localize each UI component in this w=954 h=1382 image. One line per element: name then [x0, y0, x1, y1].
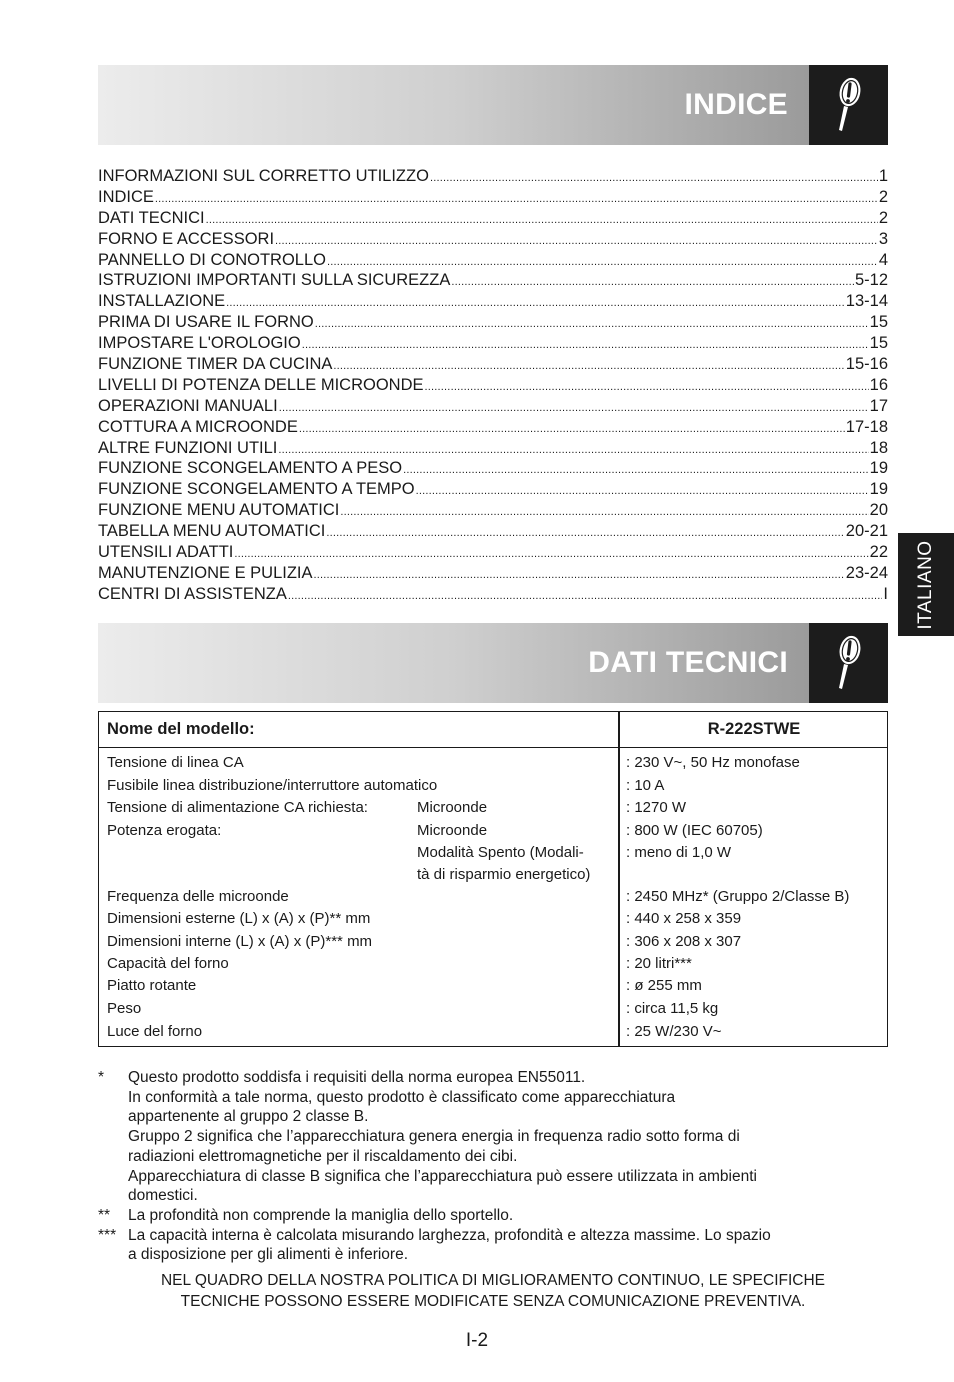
toc-entry-title: FUNZIONE MENU AUTOMATICI — [98, 501, 340, 520]
spec-label: Peso — [107, 1000, 142, 1017]
toc-entry — [98, 417, 888, 438]
toc-entry-title: FUNZIONE TIMER DA CUCINA — [98, 355, 333, 374]
toc-entry — [98, 270, 888, 291]
spec-label: Luce del forno — [107, 1023, 203, 1040]
page-number: I-2 — [465, 1330, 489, 1351]
toc-entry-title: LIVELLI DI POTENZA DELLE MICROONDE — [98, 375, 424, 394]
spec-value: : 10 A — [626, 777, 665, 794]
spec-label: Tensione di alimentazione CA richiesta: — [107, 799, 368, 816]
toc-entry-title: INDICE — [98, 187, 154, 206]
info-magnifier-icon — [829, 73, 869, 137]
toc-entry-title: FUNZIONE SCONGELAMENTO A PESO — [98, 459, 403, 478]
toc-entry-page: 16 — [869, 375, 888, 394]
spec-sublabel: Microonde — [417, 822, 488, 839]
toc-entry-page: 3 — [878, 229, 888, 248]
footnote — [98, 1226, 888, 1265]
spec-value: : 800 W (IEC 60705) — [626, 822, 763, 839]
toc-entry-page: 13-14 — [845, 292, 888, 311]
footnote-line: appartenente al gruppo 2 classe B. — [128, 1108, 369, 1126]
toc-dot-leader — [326, 523, 844, 544]
toc-dot-leader — [403, 460, 869, 481]
toc-dot-leader — [340, 502, 868, 523]
toc-dot-leader — [279, 398, 869, 419]
policy-line: TECNICHE POSSONO ESSERE MODIFICATE SENZA COMUNICAZIONE PREVENTIVA. — [180, 1292, 806, 1310]
policy-line: NEL QUADRO DELLA NOSTRA POLITICA DI MIGLIORAMENTO CONTINUO, LE SPECIFICHE — [160, 1272, 826, 1289]
spec-value: : 1270 W — [626, 799, 687, 816]
language-tab — [898, 533, 954, 636]
toc-entry-title: OPERAZIONI MANUALI — [98, 396, 278, 415]
toc-entry-page: 1 — [878, 167, 888, 185]
toc-entry-title: INFORMAZIONI SUL CORRETTO UTILIZZO — [98, 167, 429, 185]
spec-value: : ø 255 mm — [626, 977, 702, 994]
toc-dot-leader — [430, 168, 878, 189]
dati-tecnici-title: DATI TECNICI — [588, 646, 788, 679]
spec-label: Potenza erogata: — [107, 822, 222, 839]
toc-entry-title: MANUTENZIONE E PULIZIA — [98, 563, 313, 582]
toc-dot-leader — [234, 544, 868, 565]
policy-notice — [98, 1271, 888, 1312]
spec-value: : 306 x 208 x 307 — [626, 933, 742, 950]
toc-dot-leader — [288, 586, 883, 607]
model-name-label: Nome del modello: — [107, 720, 255, 738]
toc-entry-page: 19 — [869, 480, 888, 499]
footnote-line: Gruppo 2 significa che l’apparecchiatura genera energia in frequenza radio sotto forma di — [128, 1128, 740, 1146]
toc-entry — [98, 542, 888, 563]
toc-entry — [98, 166, 888, 187]
toc-entry-page: 2 — [878, 187, 888, 206]
toc-entry-title: FORNO E ACCESSORI — [98, 229, 275, 248]
toc-dot-leader — [333, 356, 844, 377]
toc-entry-title: ISTRUZIONI IMPORTANTI SULLA SICUREZZA — [98, 271, 451, 290]
specifications-table — [98, 711, 888, 1047]
spec-label: Piatto rotante — [107, 977, 197, 994]
toc-dot-leader — [299, 419, 845, 440]
toc-entry — [98, 563, 888, 584]
toc-entry — [98, 396, 888, 417]
spec-value: : circa 11,5 kg — [626, 1000, 719, 1017]
toc-entry-page: 17 — [869, 396, 888, 415]
info-magnifier-icon — [829, 631, 869, 695]
toc-entry-page: 23-24 — [845, 563, 888, 582]
toc-entry-page: 20 — [869, 501, 888, 520]
toc-entry — [98, 312, 888, 333]
toc-entry-page: 15 — [869, 313, 888, 332]
footnote-marker: ** — [98, 1206, 111, 1224]
toc-entry-title: PANNELLO DI CONOTROLLO — [98, 250, 326, 269]
spec-value: : 2450 MHz* (Gruppo 2/Classe B) — [626, 888, 850, 905]
toc-entry — [98, 354, 888, 375]
footnote-line: Questo prodotto soddisfa i requisiti della norma europea EN55011. — [128, 1069, 586, 1086]
toc-entry — [98, 187, 888, 208]
toc-entry-title: ALTRE FUNZIONI UTILI — [98, 438, 278, 457]
toc-entry-title: IMPOSTARE L'OROLOGIO — [98, 334, 301, 353]
footnote — [98, 1206, 888, 1226]
spec-sublabel: Modalità Spento (Modali- — [417, 844, 584, 861]
footnote-line: domestici. — [128, 1187, 198, 1205]
footnote-line: La capacità interna è calcolata misurando larghezza, profondità e altezza massime. Lo spazio — [128, 1226, 771, 1244]
table-divider — [618, 712, 620, 1046]
toc-entry-page: 15-16 — [845, 355, 888, 374]
toc-dot-leader — [278, 440, 868, 461]
toc-entry-page: 2 — [878, 208, 888, 227]
toc-entry — [98, 479, 888, 500]
footnotes — [98, 1068, 888, 1265]
footnote-line: radiazioni elettromagnetiche per il riscaldamento dei cibi. — [128, 1147, 518, 1165]
toc-dot-leader — [314, 565, 845, 586]
toc-dot-leader — [155, 189, 878, 210]
toc-entry-page: 20-21 — [845, 522, 888, 541]
indice-banner — [98, 65, 888, 145]
spec-value: : 440 x 258 x 359 — [626, 910, 742, 927]
toc-entry — [98, 333, 888, 354]
toc-entry-title: DATI TECNICI — [98, 208, 205, 227]
toc-dot-leader — [226, 293, 845, 314]
toc-dot-leader — [206, 210, 878, 231]
footnote-marker: * — [98, 1069, 105, 1086]
model-name-value: R-222STWE — [707, 720, 801, 738]
toc-entry-title: PRIMA DI USARE IL FORNO — [98, 313, 314, 332]
spec-value: : 20 litri*** — [626, 955, 692, 972]
toc-entry-title: TABELLA MENU AUTOMATICI — [98, 522, 326, 541]
toc-dot-leader — [302, 335, 869, 356]
spec-label: Frequenza delle microonde — [107, 888, 289, 905]
toc-dot-leader — [315, 314, 869, 335]
toc-entry — [98, 229, 888, 250]
toc-entry — [98, 438, 888, 459]
spec-sublabel: tà di risparmio energetico) — [417, 866, 591, 883]
toc-entry-title: FUNZIONE SCONGELAMENTO A TEMPO — [98, 480, 415, 499]
toc-entry — [98, 291, 888, 312]
footnote-marker: *** — [98, 1226, 117, 1244]
toc-entry — [98, 375, 888, 396]
indice-icon-box — [809, 65, 888, 145]
toc-entry — [98, 521, 888, 542]
toc-entry — [98, 458, 888, 479]
toc-entry-page: 18 — [869, 438, 888, 457]
toc-entry-page: 15 — [869, 334, 888, 353]
toc-entry-title: COTTURA A MICROONDE — [98, 417, 298, 436]
spec-label: Capacità del forno — [107, 955, 229, 972]
toc-entry-title: CENTRI DI ASSISTENZA — [98, 584, 287, 603]
table-of-contents — [98, 166, 888, 605]
toc-entry — [98, 208, 888, 229]
toc-entry-title: INSTALLAZIONE — [98, 292, 226, 311]
toc-entry-page: 22 — [869, 543, 888, 562]
spec-value: : 230 V~, 50 Hz monofase — [626, 754, 800, 771]
toc-entry — [98, 250, 888, 271]
spec-label: Dimensioni interne (L) x (A) x (P)*** mm — [107, 933, 373, 950]
toc-entry-page: 17-18 — [845, 417, 888, 436]
toc-dot-leader — [416, 481, 869, 502]
toc-entry — [98, 584, 888, 605]
spec-value: : 25 W/230 V~ — [626, 1023, 722, 1040]
spec-label: Tensione di linea CA — [107, 754, 244, 771]
footnote-line: Apparecchiatura di classe B significa che l’apparecchiatura può essere utilizzata in ambienti — [128, 1167, 757, 1185]
toc-dot-leader — [451, 272, 854, 293]
dati-tecnici-icon-box — [809, 623, 888, 703]
toc-entry-page: I — [883, 584, 888, 603]
spec-label: Dimensioni esterne (L) x (A) x (P)** mm — [107, 910, 371, 927]
toc-entry — [98, 500, 888, 521]
dati-tecnici-banner — [98, 623, 888, 703]
footnote — [98, 1068, 888, 1206]
spec-label: Fusibile linea distribuzione/interruttore automatico — [107, 777, 438, 794]
spec-sublabel: Microonde — [417, 799, 488, 816]
indice-title: INDICE — [684, 88, 788, 121]
toc-entry-page: 4 — [878, 250, 888, 269]
toc-dot-leader — [425, 377, 869, 398]
toc-entry-page: 19 — [869, 459, 888, 478]
language-tab-label: ITALIANO — [915, 539, 936, 630]
toc-entry-title: UTENSILI ADATTI — [98, 543, 234, 562]
footnote-line: In conformità a tale norma, questo prodotto è classificato come apparecchiatura — [128, 1088, 676, 1106]
specifications-header — [99, 712, 887, 748]
toc-dot-leader — [275, 231, 878, 252]
toc-dot-leader — [327, 252, 878, 273]
toc-entry-page: 5-12 — [854, 271, 888, 290]
footnote-line: a disposizione per gli alimenti è inferiore. — [128, 1246, 409, 1264]
footnote-line: La profondità non comprende la maniglia dello sportello. — [128, 1206, 514, 1224]
spec-value: : meno di 1,0 W — [626, 844, 732, 861]
